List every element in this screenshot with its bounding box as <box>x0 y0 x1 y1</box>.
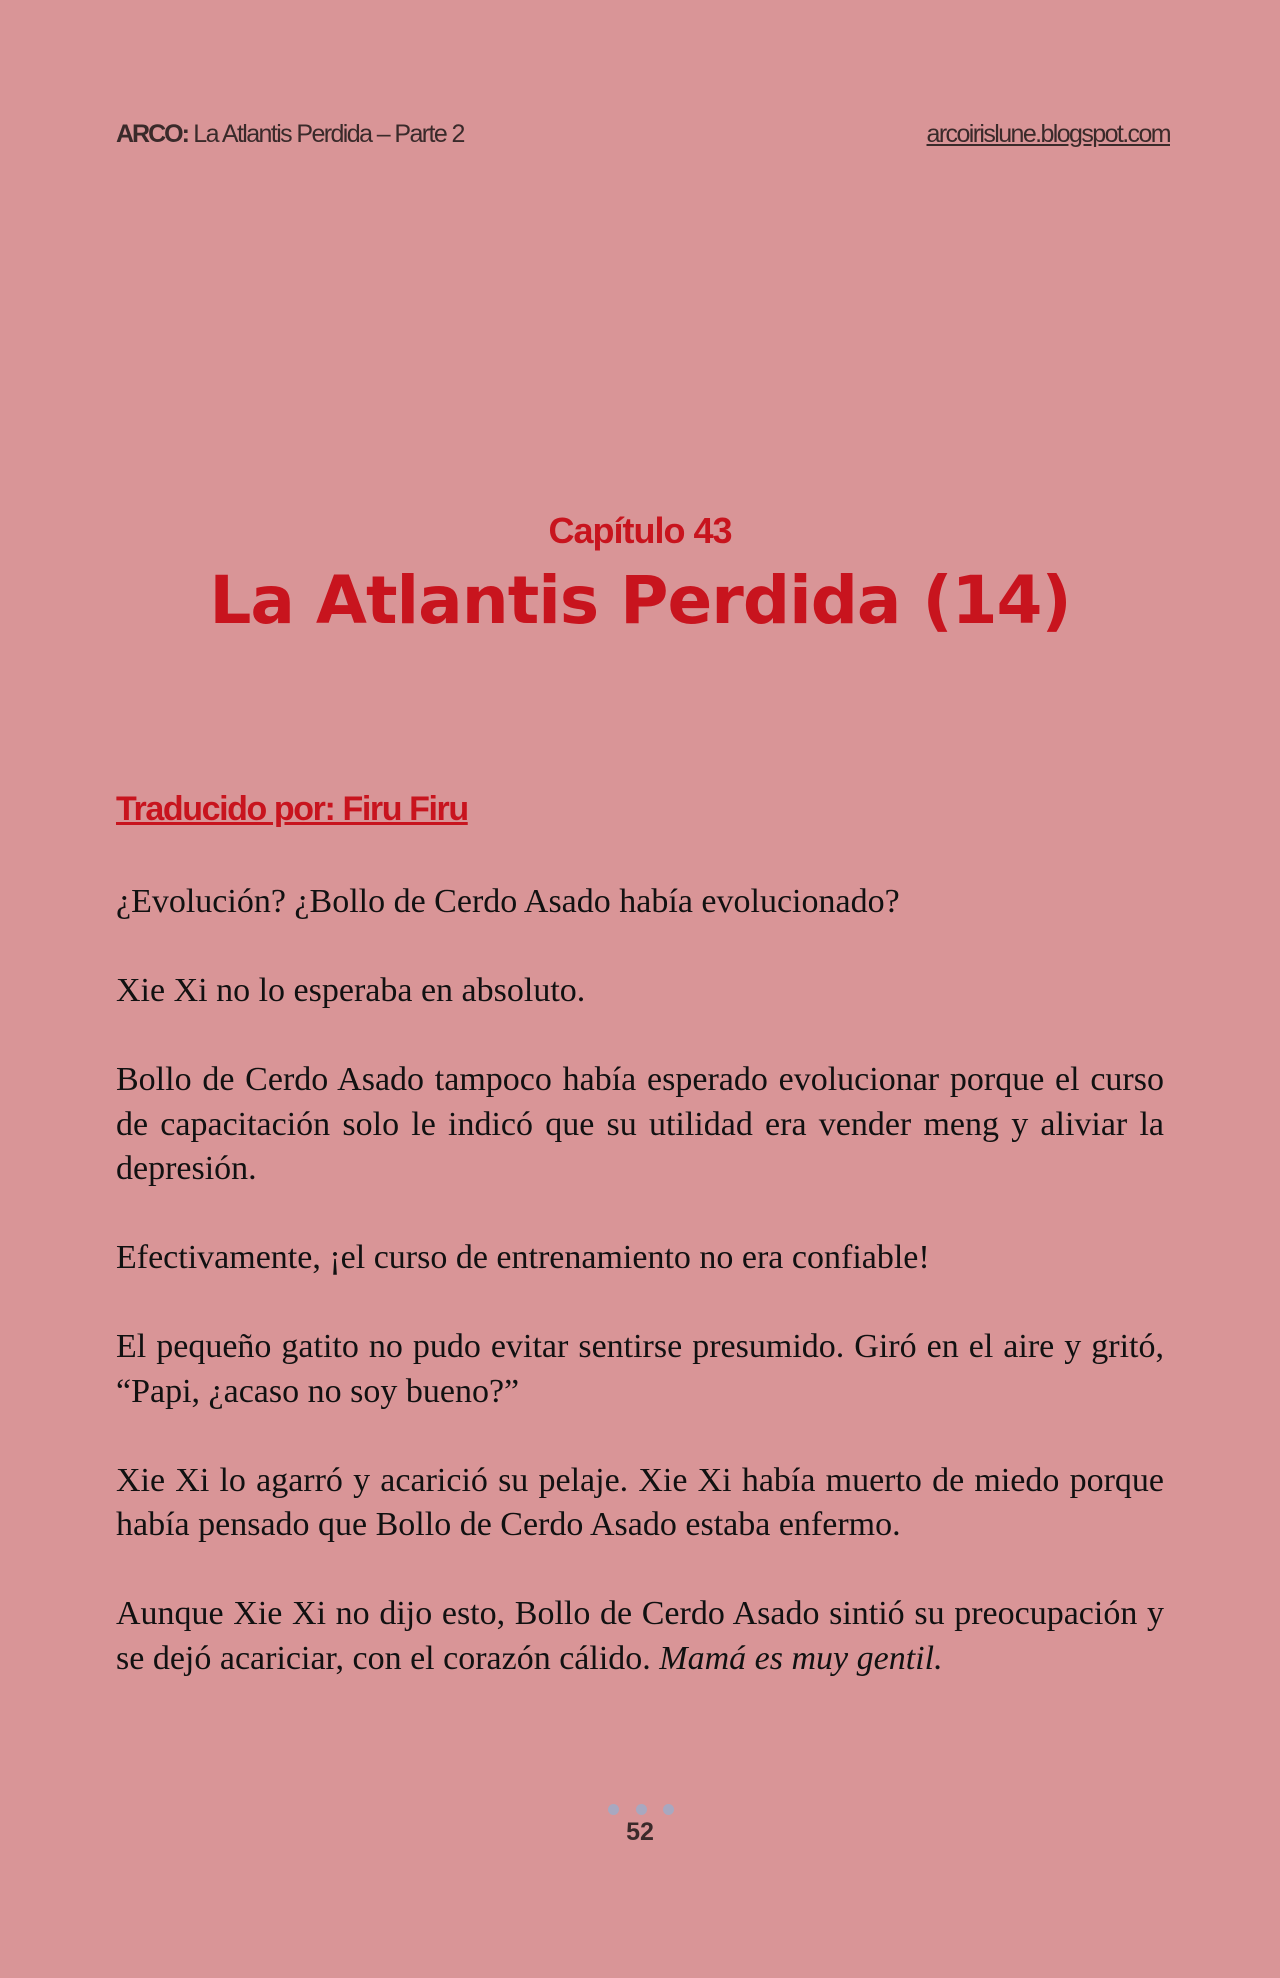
paragraph-text: Aunque Xie Xi no dijo esto, Bollo de Cerdo Asado sintió su preocupación y se dejó acariciar, con el corazón cálido. <box>116 1595 1164 1677</box>
paragraph: El pequeño gatito no pudo evitar sentirse presumido. Giró en el aire y gritó, “Papi, ¿acaso no soy bueno?” <box>116 1328 1164 1410</box>
chapter-body <box>116 880 1164 1726</box>
header-website-link[interactable]: arcoirislune.blogspot.com <box>926 120 1170 148</box>
header-series-abbr: ARCO: <box>116 120 188 148</box>
ornament-dot <box>608 1804 619 1815</box>
paragraph: Xie Xi lo agarró y acarició su pelaje. Xie Xi había muerto de miedo porque había pensado que Bollo de Cerdo Asado estaba enfermo. <box>116 1461 1164 1543</box>
header-book-title <box>116 120 464 149</box>
paragraph: ¿Evolución? ¿Bollo de Cerdo Asado había evolucionado? <box>116 883 900 920</box>
chapter-title: La Atlantis Perdida (14) <box>209 562 1071 639</box>
page-ornament-dots <box>608 1804 674 1815</box>
paragraph: Efectivamente, ¡el curso de entrenamiento no era confiable! <box>116 1239 930 1276</box>
paragraph: Xie Xi no lo esperaba en absoluto. <box>116 972 586 1009</box>
paragraph-italic-text: Mamá es muy gentil. <box>659 1639 943 1677</box>
header-book-name: La Atlantis Perdida – Parte 2 <box>193 120 464 148</box>
ornament-dot <box>663 1804 674 1815</box>
ornament-dot <box>636 1804 647 1815</box>
page-number: 52 <box>626 1818 654 1846</box>
chapter-number: Capítulo 43 <box>548 510 732 551</box>
paragraph <box>116 1592 1164 1681</box>
page-header <box>116 120 1170 156</box>
paragraph: Bollo de Cerdo Asado tampoco había esperado evolucionar porque el curso de capacitación solo le indicó que su utilidad era vender meng y aliviar la depresión. <box>116 1061 1164 1187</box>
translator-credit: Traducido por: Firu Firu <box>116 790 468 828</box>
